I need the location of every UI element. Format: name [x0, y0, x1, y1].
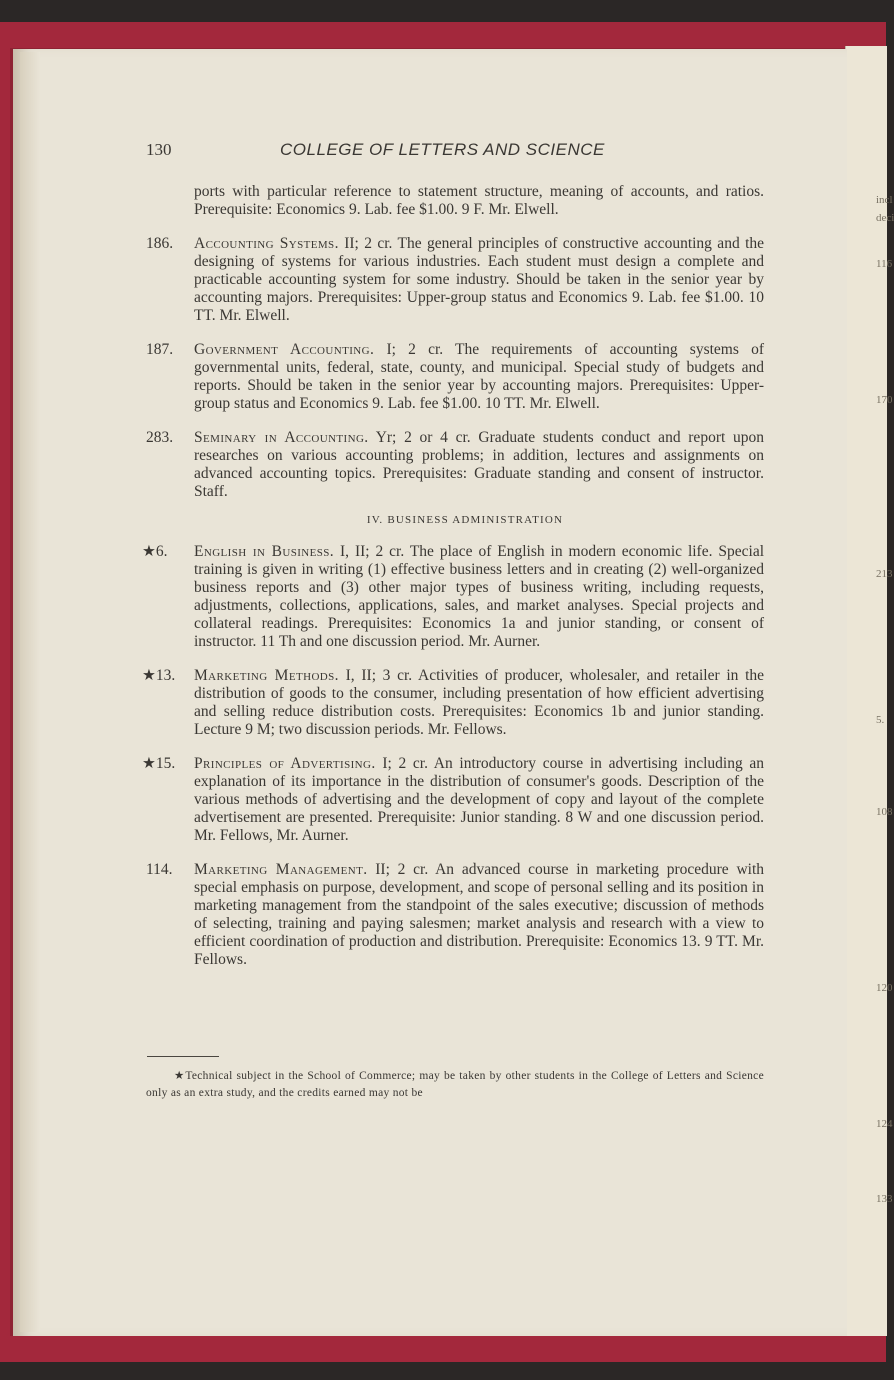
course-number: 114.: [146, 861, 173, 878]
course-title: Seminary in Accounting.: [194, 429, 369, 446]
course-entry: [142, 543, 765, 651]
course-description: I, II; 3 cr. Activities of producer, wholesaler, and retailer in the distribution of goods to the consumer, including presentation of how efficient advertising and selling reduce distribution costs. Prerequisites: Economics 1b and junior standing. Lecture 9 M; two discussion periods. Mr. Fellows.: [194, 667, 765, 738]
course-description: II; 2 cr. The general principles of constructive accounting and the designing of systems for various industries. Each student must design a complete and practicable accounting system for some industry. Should be taken in the senior year by accounting majors. Prerequisites: Upper-group status and Economics 9. Lab. fee $1.00. 10 TT. Mr. Elwell.: [194, 235, 765, 324]
course-title: English in Business.: [194, 543, 335, 560]
footnote: ★Technical subject in the School of Commerce; may be taken by other students in the College of Letters and Science only as an extra study, and the credits earned may not be: [146, 1070, 764, 1099]
continued-text: ports with particular reference to statement structure, meaning of accounts, and ratios. Prerequisite: Economics 9. Lab. fee $1.00. 9 F. Mr. Elwell.: [194, 183, 764, 218]
course-title: Marketing Management.: [194, 861, 368, 878]
course-number: 187.: [146, 341, 174, 358]
adjacent-page-mark: deci: [876, 212, 894, 224]
adjacent-page-mark: 5.: [876, 714, 885, 726]
page-body: [142, 183, 765, 985]
adjacent-page-edge: [845, 46, 894, 1336]
course-title: Marketing Methods.: [194, 667, 339, 684]
footnote-rule: [147, 1056, 219, 1057]
course-entry: [142, 667, 765, 739]
course-entry: [142, 755, 765, 845]
continued-paragraph: [146, 183, 764, 219]
adjacent-page-mark: 170: [876, 394, 893, 406]
adjacent-page-mark: 213: [876, 568, 893, 580]
course-description: I; 2 cr. An introductory course in advertising including an explanation of its importance in the distribution of consumer's goods. Description of the various methods of advertising and the development of copy and layout of the complete advertisement are presented. Prerequisite: Junior standing. 8 W and one discussion period. Mr. Fellows, Mr. Aurner.: [194, 755, 765, 844]
adjacent-page-mark: 120: [876, 982, 893, 994]
adjacent-page-mark: 116: [876, 258, 893, 270]
course-entry: [146, 429, 764, 501]
course-number: ★15.: [142, 755, 176, 772]
course-entry: [146, 235, 764, 325]
course-number: ★6.: [142, 543, 168, 560]
adjacent-page-mark: 124: [876, 1118, 893, 1130]
adjacent-page-mark: 108: [876, 806, 893, 818]
section-heading: IV. BUSINESS ADMINISTRATION: [366, 514, 564, 526]
course-description: I; 2 cr. The requirements of accounting systems of governmental units, federal, state, county, and municipal. Special study of budgets and reports. Should be taken in the senior year by accounting majors. Prerequisites: Upper-group status and Economics 9. Lab. fee $1.00. 10 TT. Mr. Elwell.: [194, 341, 764, 412]
course-description: I, II; 2 cr. The place of English in modern economic life. Special training is given in writing (1) effective business letters and in creating (2) well-organized business reports and (3) other major types of business writing, including requests, adjustments, collections, applications, sales, and market analyses. Special projects and collateral readings. Prerequisites: Economics 1a and junior standing, or consent of instructor. 11 Th and one discussion period. Mr. Aurner.: [194, 543, 765, 650]
course-entry: [146, 861, 764, 969]
course-description: Yr; 2 or 4 cr. Graduate students conduct and report upon researches on various accounting problems; in addition, lectures and assignments on advanced accounting topics. Prerequisites: Graduate standing and consent of instructor. Staff.: [194, 429, 764, 500]
running-title: COLLEGE OF LETTERS AND SCIENCE: [280, 140, 605, 159]
course-number: 186.: [146, 235, 174, 252]
course-entry: [146, 341, 764, 413]
course-description: II; 2 cr. An advanced course in marketing procedure with special emphasis on purpose, development, and scope of personal selling and its position in marketing management from the standpoint of the sales executive; discussion of methods of selecting, training and paying salesmen; market analysis and research with a view to efficient coordination of production and distribution. Prerequisite: Economics 13. 9 TT. Mr. Fellows.: [194, 861, 765, 968]
page-gutter-shadow: [20, 52, 40, 1332]
course-title: Government Accounting.: [194, 341, 375, 358]
page-number: 130: [146, 140, 172, 159]
course-title: Principles of Advertising.: [194, 755, 376, 772]
adjacent-page-mark: 133: [876, 1193, 893, 1205]
course-number: 283.: [146, 429, 174, 446]
course-number: ★13.: [142, 667, 176, 684]
course-title: Accounting Systems.: [194, 235, 339, 252]
adjacent-page-mark: incl: [876, 194, 893, 206]
page-header: [146, 140, 766, 164]
